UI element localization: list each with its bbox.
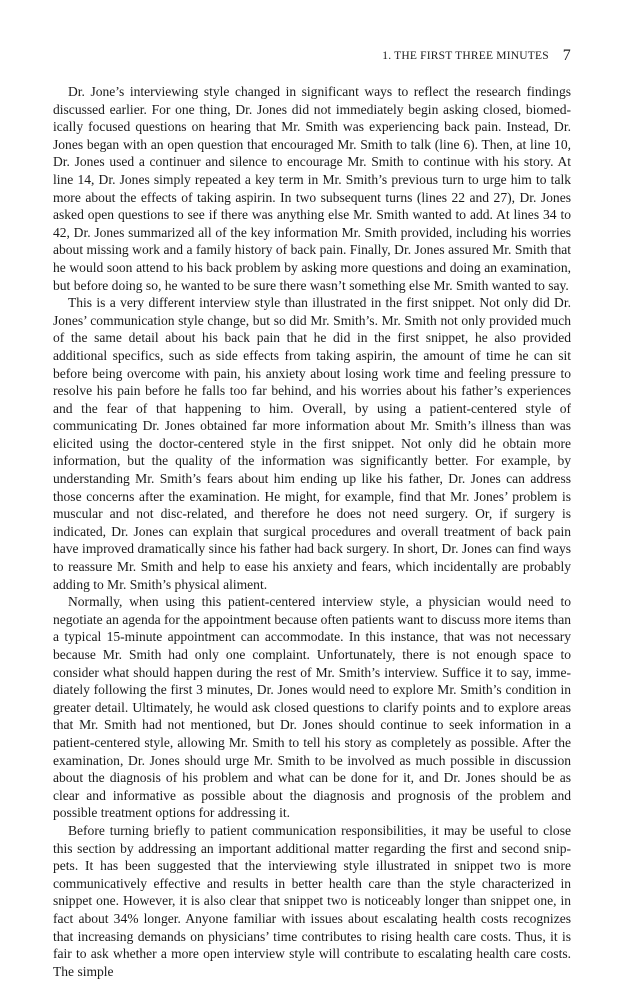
page-number: 7 xyxy=(562,47,571,64)
chapter-title: 1. THE FIRST THREE MINUTES xyxy=(382,50,549,62)
running-header xyxy=(382,47,571,65)
paragraph-agenda: Normally, when using this patient-centered interview style, a physician would need to negotiate an agenda for the appointment because often patients want to discuss more items than a typical 15-minute appointment can accommodate. In this instance, that was not necessary because Mr. Smith had only one complaint. Unfortunately, there is not enough space to consider what should happen during the rest of Mr. Smith’s interview. Suffice it to say, immediately following the first 3 minutes, Dr. Jones would need to explore Mr. Smith’s condition in greater detail. Ultimately, he would ask closed questions to clarify points and to explore areas that Mr. Smith had not mentioned, but Dr. Jones should continue to seek information in a patient-centered style, allowing Mr. Smith to tell his story as completely as possible. After the examination, Dr. Jones should urge Mr. Smith to be involved as much possible in discussion about the diagnosis of his problem and what can be done for it, and Dr. Jones should be as clear and informative as possible about the diagnosis and prognosis of the problem and possible treatment options for addressing it. xyxy=(53,594,571,821)
paragraph-health-costs: Before turning briefly to patient communication responsibilities, it may be useful to close this section by addressing an important additional matter regarding the first and second snippets. It has been suggested that the interviewing style illustrated in snippet two is more communicatively effective and results in better health care than the style characterized in snippet one. However, it is also clear that snippet two is noticeably longer than snippet one, in fact about 34% longer. Anyone familiar with issues about escalating health costs recognizes that increasing demands on physicians’ time contributes to rising health care costs. Thus, it is fair to ask whether a more open interview style will contribute to escalating health care costs. The simple xyxy=(53,822,571,979)
paragraph-different-style: This is a very different interview style than illustrated in the first snippet. Not only did Dr. Jones’ communication style change, but so did Mr. Smith’s. Mr. Smith not only provided much of the same detail about his back pain that he did in the first snippet, he also provided additional specifics, such as side effects from taking aspirin, the amount of time he can sit before being overcome with pain, his anxiety about losing work time and feeling pressure to resolve his pain before he falls too far behind, and his worries about his father’s experiences and the fear of that happening to him. Overall, by using a patient-centered style of communicating Dr. Jones obtained far more information about Mr. Smith’s illness than was elicited using the doctor-centered style in the first snippet. Not only did he obtain more information, but the quality of the information was significantly better. For example, by understanding Mr. Smith’s fears about him ending up like his father, Dr. Jones can address those concerns after the examination. He might, for example, find that Mr. Jones’ problem is muscular and not disc-related, and therefore he does not need surgery. Or, if surgery is indicated, Dr. Jones can explain that surgical procedures and overall treatment of back pain have improved dramatically since his father had back surgery. In short, Dr. Jones can find ways to reassure Mr. Smith and help to ease his anxiety and fears, which incidentally are probably adding to Mr. Smith’s physical aliment. xyxy=(53,295,571,592)
paragraph-interviewing-style: Dr. Jone’s interviewing style changed in significant ways to reflect the research findings discussed earlier. For one thing, Dr. Jones did not immediately begin asking closed, biomedically focused questions on hearing that Mr. Smith was experiencing back pain. Instead, Dr. Jones began with an open question that encouraged Mr. Smith to talk (line 6). Then, at line 10, Dr. Jones used a continuer and silence to encourage Mr. Smith to continue with his story. At line 14, Dr. Jones simply repeated a key term in Mr. Smith’s previous turn to urge him to talk more about the effects of taking aspirin. In two subsequent turns (lines 22 and 27), Dr. Jones asked open questions to see if there was anything else Mr. Smith wanted to add. At lines 34 to 42, Dr. Jones summarized all of the key information Mr. Smith provided, including his worries about missing work and a family history of back pain. Finally, Dr. Jones assured Mr. Smith that he would soon attend to his back problem by asking more questions and doing an examination, but before doing so, he wanted to be sure there wasn’t something else Mr. Smith wanted to say. xyxy=(53,84,571,293)
body-text xyxy=(53,83,571,980)
